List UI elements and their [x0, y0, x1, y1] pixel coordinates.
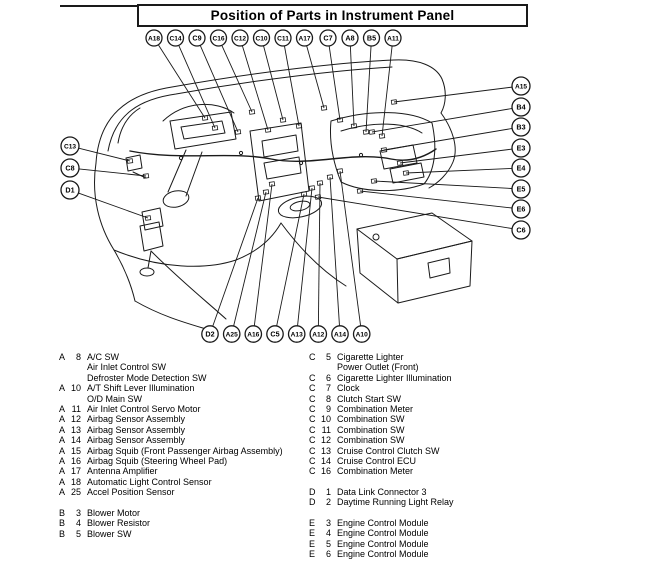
- part-code-number: 14: [320, 456, 331, 467]
- part-code-letter: E: [309, 517, 316, 528]
- parts-list-group: [309, 487, 454, 508]
- part-name: Cigarette Lighter: [337, 352, 404, 362]
- part-code-letter: A: [59, 445, 66, 456]
- callout-C16: [211, 30, 255, 114]
- part-code: [309, 456, 337, 466]
- part-code-letter: C: [309, 372, 316, 383]
- part-name: Airbag Squib (Front Passenger Airbag Assembly): [87, 445, 283, 456]
- callout-C6: [315, 195, 530, 239]
- part-code-letter: D: [309, 497, 316, 508]
- part-code-number: 16: [320, 466, 331, 477]
- leader-line: [350, 46, 354, 126]
- parts-list-row: [59, 425, 283, 435]
- part-name: Combination Meter: [337, 466, 414, 477]
- part-code: [59, 456, 87, 466]
- parts-list-group: [59, 508, 283, 539]
- part-code: [59, 508, 87, 518]
- leader-line: [400, 149, 512, 163]
- callout-label: A12: [312, 331, 325, 339]
- part-code-letter: B: [59, 518, 66, 529]
- parts-list-row: [309, 373, 454, 383]
- part-code-letter: C: [309, 445, 316, 456]
- part-code-letter: E: [309, 538, 316, 549]
- part-code: [59, 487, 87, 497]
- leader-line: [366, 46, 371, 132]
- parts-list-group: [309, 352, 454, 477]
- part-code-number: 25: [70, 487, 81, 498]
- part-name: Blower Resistor: [87, 518, 151, 529]
- part-code-letter: C: [309, 404, 316, 415]
- part-code: [309, 497, 337, 507]
- parts-list-row: [59, 383, 283, 393]
- leader-line: [213, 198, 258, 326]
- part-code-letter: C: [309, 352, 316, 362]
- callout-label: A10: [355, 331, 368, 339]
- parts-list-left-column: [59, 352, 283, 539]
- callout-label: E4: [516, 163, 526, 173]
- part-code-number: 8: [325, 393, 331, 404]
- callout-D1: [61, 181, 151, 220]
- part-code-number: 2: [325, 497, 331, 508]
- callout-C8: [61, 159, 149, 178]
- part-code: [309, 362, 337, 372]
- parts-list-row: [59, 414, 283, 424]
- callout-label: C12: [233, 35, 247, 43]
- parts-list-row: [309, 549, 454, 559]
- part-name: Air Inlet Control SW: [87, 362, 167, 373]
- part-code: [309, 414, 337, 424]
- part-code: [309, 373, 337, 383]
- parts-list-row: [59, 362, 283, 372]
- part-code: [309, 394, 337, 404]
- part-name: O/D Main SW: [87, 393, 143, 404]
- part-code-number: 4: [325, 528, 331, 539]
- part-name: Defroster Mode Detection SW: [87, 372, 207, 383]
- leader-line: [242, 46, 268, 130]
- part-code-number: 17: [70, 466, 81, 477]
- parts-list-row: [309, 425, 454, 435]
- parts-list-row: [309, 528, 454, 538]
- parts-list-row: [309, 435, 454, 445]
- part-code-letter: A: [59, 414, 66, 425]
- leader-line: [158, 45, 205, 118]
- part-code-number: 9: [325, 404, 331, 415]
- part-name: Accel Position Sensor: [87, 487, 175, 498]
- leader-line: [329, 46, 340, 120]
- callout-label: C7: [323, 33, 333, 43]
- part-code-number: 14: [70, 435, 81, 446]
- callout-label: C10: [255, 35, 268, 43]
- part-code-letter: A: [59, 352, 66, 362]
- part-code-letter: B: [59, 507, 66, 518]
- leader-line: [307, 46, 324, 108]
- callout-label: A13: [290, 331, 303, 339]
- parts-list-row: [59, 456, 283, 466]
- part-name: Power Outlet (Front): [337, 362, 419, 373]
- part-code-letter: A: [59, 424, 66, 435]
- part-code: [59, 466, 87, 476]
- part-code-number: 11: [71, 404, 81, 415]
- callout-A10: [337, 169, 370, 343]
- callout-label: C14: [169, 35, 182, 43]
- part-name: Airbag Sensor Assembly: [87, 435, 186, 446]
- part-code-number: 18: [70, 476, 81, 487]
- callout-label: E6: [516, 204, 526, 214]
- parts-list-row: [59, 435, 283, 445]
- part-code: [59, 529, 87, 539]
- callout-label: C9: [192, 33, 202, 43]
- part-name: A/T Shift Lever Illumination: [87, 383, 195, 394]
- parts-list-row: [309, 414, 454, 424]
- part-code: [309, 487, 337, 497]
- parts-list-row: [59, 352, 283, 362]
- part-code-letter: C: [309, 393, 316, 404]
- leader-line: [78, 193, 148, 218]
- parts-list-row: [309, 383, 454, 393]
- part-code-number: 7: [325, 383, 331, 394]
- parts-list-group: [309, 518, 454, 560]
- part-code-letter: A: [59, 383, 66, 394]
- part-name: Clutch Start SW: [337, 393, 402, 404]
- part-code: [59, 404, 87, 414]
- callout-label: C13: [63, 143, 77, 151]
- part-name: Engine Control Module: [337, 548, 429, 559]
- callout-A13: [289, 186, 315, 343]
- leader-line: [79, 148, 130, 161]
- callout-A8: [342, 30, 358, 128]
- callout-label: B5: [366, 33, 377, 43]
- part-name: Airbag Sensor Assembly: [87, 414, 186, 425]
- callout-B5: [363, 30, 379, 134]
- leader-line: [374, 181, 512, 189]
- part-name: Antenna Amplifier: [87, 466, 158, 477]
- part-name: Automatic Light Control Sensor: [87, 476, 212, 487]
- callout-label: A15: [514, 83, 528, 91]
- part-code-letter: D: [309, 486, 316, 497]
- part-name: Air Inlet Control Servo Motor: [87, 404, 201, 415]
- leader-line: [318, 183, 320, 326]
- dashboard-line-art: [95, 60, 472, 329]
- callout-label: D2: [205, 329, 215, 339]
- part-code: [309, 518, 337, 528]
- part-code-letter: C: [309, 466, 316, 477]
- part-code-number: 10: [70, 383, 81, 394]
- callout-C11: [275, 30, 302, 128]
- part-name: Blower SW: [87, 528, 132, 539]
- part-code-letter: C: [309, 435, 316, 446]
- part-code-number: 10: [320, 414, 331, 425]
- callout-C7: [320, 30, 343, 122]
- leader-line: [179, 45, 215, 128]
- part-code-letter: A: [59, 456, 66, 467]
- part-code-letter: A: [59, 487, 66, 498]
- leader-line: [284, 46, 299, 126]
- part-name: Airbag Squib (Steering Wheel Pad): [87, 456, 228, 467]
- part-code-number: 12: [70, 414, 81, 425]
- callout-label: C5: [270, 329, 280, 339]
- part-code: [59, 414, 87, 424]
- part-name: Clock: [337, 383, 360, 394]
- part-code-number: 13: [320, 445, 331, 456]
- parts-list-row: [59, 477, 283, 487]
- parts-list-row: [59, 394, 283, 404]
- callout-label: E3: [516, 143, 526, 153]
- part-code-number: 3: [75, 507, 81, 518]
- callout-A12: [310, 181, 326, 343]
- part-code-number: 16: [70, 456, 81, 467]
- callout-label: E5: [516, 184, 526, 194]
- part-name: Combination Meter: [337, 404, 414, 415]
- part-code-number: 11: [321, 424, 331, 435]
- part-code: [309, 466, 337, 476]
- parts-list-row: [309, 404, 454, 414]
- part-code: [59, 352, 87, 362]
- part-code: [59, 446, 87, 456]
- callout-label: A8: [345, 33, 355, 43]
- leader-line: [222, 45, 252, 112]
- page-title: Position of Parts in Instrument Panel: [210, 8, 455, 23]
- callout-label: A14: [333, 331, 347, 339]
- parts-list-row: [309, 456, 454, 466]
- part-code-letter: A: [59, 404, 66, 415]
- callout-label: A18: [147, 35, 161, 43]
- parts-list-row: [309, 497, 454, 507]
- part-code-letter: A: [59, 476, 66, 487]
- part-code-number: 6: [325, 372, 331, 383]
- callout-B4: [369, 98, 530, 134]
- part-code: [309, 425, 337, 435]
- callout-label: A11: [387, 35, 399, 43]
- parts-list-row: [59, 466, 283, 476]
- part-name: Combination SW: [337, 435, 405, 446]
- part-code: [59, 373, 87, 383]
- part-code: [309, 528, 337, 538]
- part-code-number: 1: [325, 486, 331, 497]
- part-name: Blower Motor: [87, 507, 141, 518]
- part-code-number: 8: [75, 352, 81, 362]
- part-code-number: 15: [70, 445, 81, 456]
- parts-list-row: [59, 446, 283, 456]
- callout-C5: [267, 192, 307, 343]
- part-code: [59, 362, 87, 372]
- parts-list-row: [309, 362, 454, 372]
- part-name: Combination SW: [337, 424, 405, 435]
- callout-A15: [391, 77, 530, 104]
- parts-list-row: [59, 518, 283, 528]
- leader-line: [79, 169, 146, 176]
- parts-list-row: [59, 529, 283, 539]
- callout-label: C8: [65, 163, 75, 173]
- parts-list-row: [59, 373, 283, 383]
- part-code: [309, 549, 337, 559]
- callout-label: A17: [298, 35, 311, 43]
- part-name: Cruise Control ECU: [337, 456, 417, 467]
- parts-list-row: [59, 487, 283, 497]
- parts-list-row: [309, 539, 454, 549]
- part-name: Daytime Running Light Relay: [337, 497, 454, 508]
- part-code: [309, 446, 337, 456]
- callout-D2: [202, 196, 261, 343]
- parts-list-row: [59, 404, 283, 414]
- parts-list-row: [309, 394, 454, 404]
- callout-label: A25: [225, 331, 238, 339]
- part-name: Engine Control Module: [337, 538, 429, 549]
- callout-label: C6: [516, 225, 526, 235]
- part-code-number: 5: [325, 352, 331, 362]
- parts-list-row: [309, 352, 454, 362]
- part-code: [59, 435, 87, 445]
- part-code: [59, 394, 87, 404]
- callout-label: D1: [65, 185, 75, 195]
- part-code: [309, 435, 337, 445]
- part-code-letter: C: [309, 456, 316, 467]
- part-name: Combination SW: [337, 414, 405, 425]
- part-code-number: 5: [325, 538, 331, 549]
- part-code: [59, 477, 87, 487]
- part-code: [59, 518, 87, 528]
- part-code-number: 4: [75, 518, 81, 529]
- part-code-letter: A: [59, 435, 66, 446]
- part-name: Cigarette Lighter Illumination: [337, 372, 452, 383]
- parts-list-row: [309, 466, 454, 476]
- part-code-number: 5: [75, 528, 81, 539]
- part-name: Engine Control Module: [337, 517, 429, 528]
- callout-label: C11: [277, 35, 289, 43]
- part-code-letter: C: [309, 424, 316, 435]
- part-name: Data Link Connector 3: [337, 486, 427, 497]
- leader-line: [264, 46, 283, 120]
- part-code: [309, 383, 337, 393]
- callout-label: B3: [516, 122, 526, 132]
- part-name: Cruise Control Clutch SW: [337, 445, 440, 456]
- callout-E6: [357, 189, 530, 218]
- parts-list-right-column: [309, 352, 454, 559]
- part-name: A/C SW: [87, 352, 120, 362]
- callout-label: A16: [247, 331, 260, 339]
- part-name: Engine Control Module: [337, 528, 429, 539]
- parts-list-row: [309, 487, 454, 497]
- part-code-letter: C: [309, 383, 316, 394]
- part-code: [309, 539, 337, 549]
- part-code-number: 6: [325, 548, 331, 559]
- part-code: [309, 404, 337, 414]
- part-code-letter: E: [309, 528, 316, 539]
- part-code-letter: E: [309, 548, 316, 559]
- callout-label: B4: [516, 102, 526, 112]
- part-code-letter: A: [59, 466, 66, 477]
- part-code-number: 13: [70, 424, 81, 435]
- leader-line: [394, 87, 512, 102]
- part-code: [309, 352, 337, 362]
- callout-label: C16: [212, 35, 225, 43]
- part-code-number: 12: [320, 435, 331, 446]
- parts-list-row: [309, 446, 454, 456]
- callout-E3: [397, 139, 530, 165]
- parts-list-row: [309, 518, 454, 528]
- leader-line: [360, 191, 512, 208]
- leader-line: [384, 128, 512, 150]
- part-code-number: 3: [325, 517, 331, 528]
- part-code-letter: B: [59, 528, 66, 539]
- part-name: Airbag Sensor Assembly: [87, 424, 186, 435]
- part-code: [59, 425, 87, 435]
- part-code: [59, 383, 87, 393]
- callout-A11: [379, 30, 401, 138]
- callout-layer: [61, 30, 530, 342]
- parts-list-group: [59, 352, 283, 498]
- parts-list-row: [59, 508, 283, 518]
- leader-line: [382, 46, 392, 136]
- part-code-letter: C: [309, 414, 316, 425]
- leader-line: [340, 171, 361, 326]
